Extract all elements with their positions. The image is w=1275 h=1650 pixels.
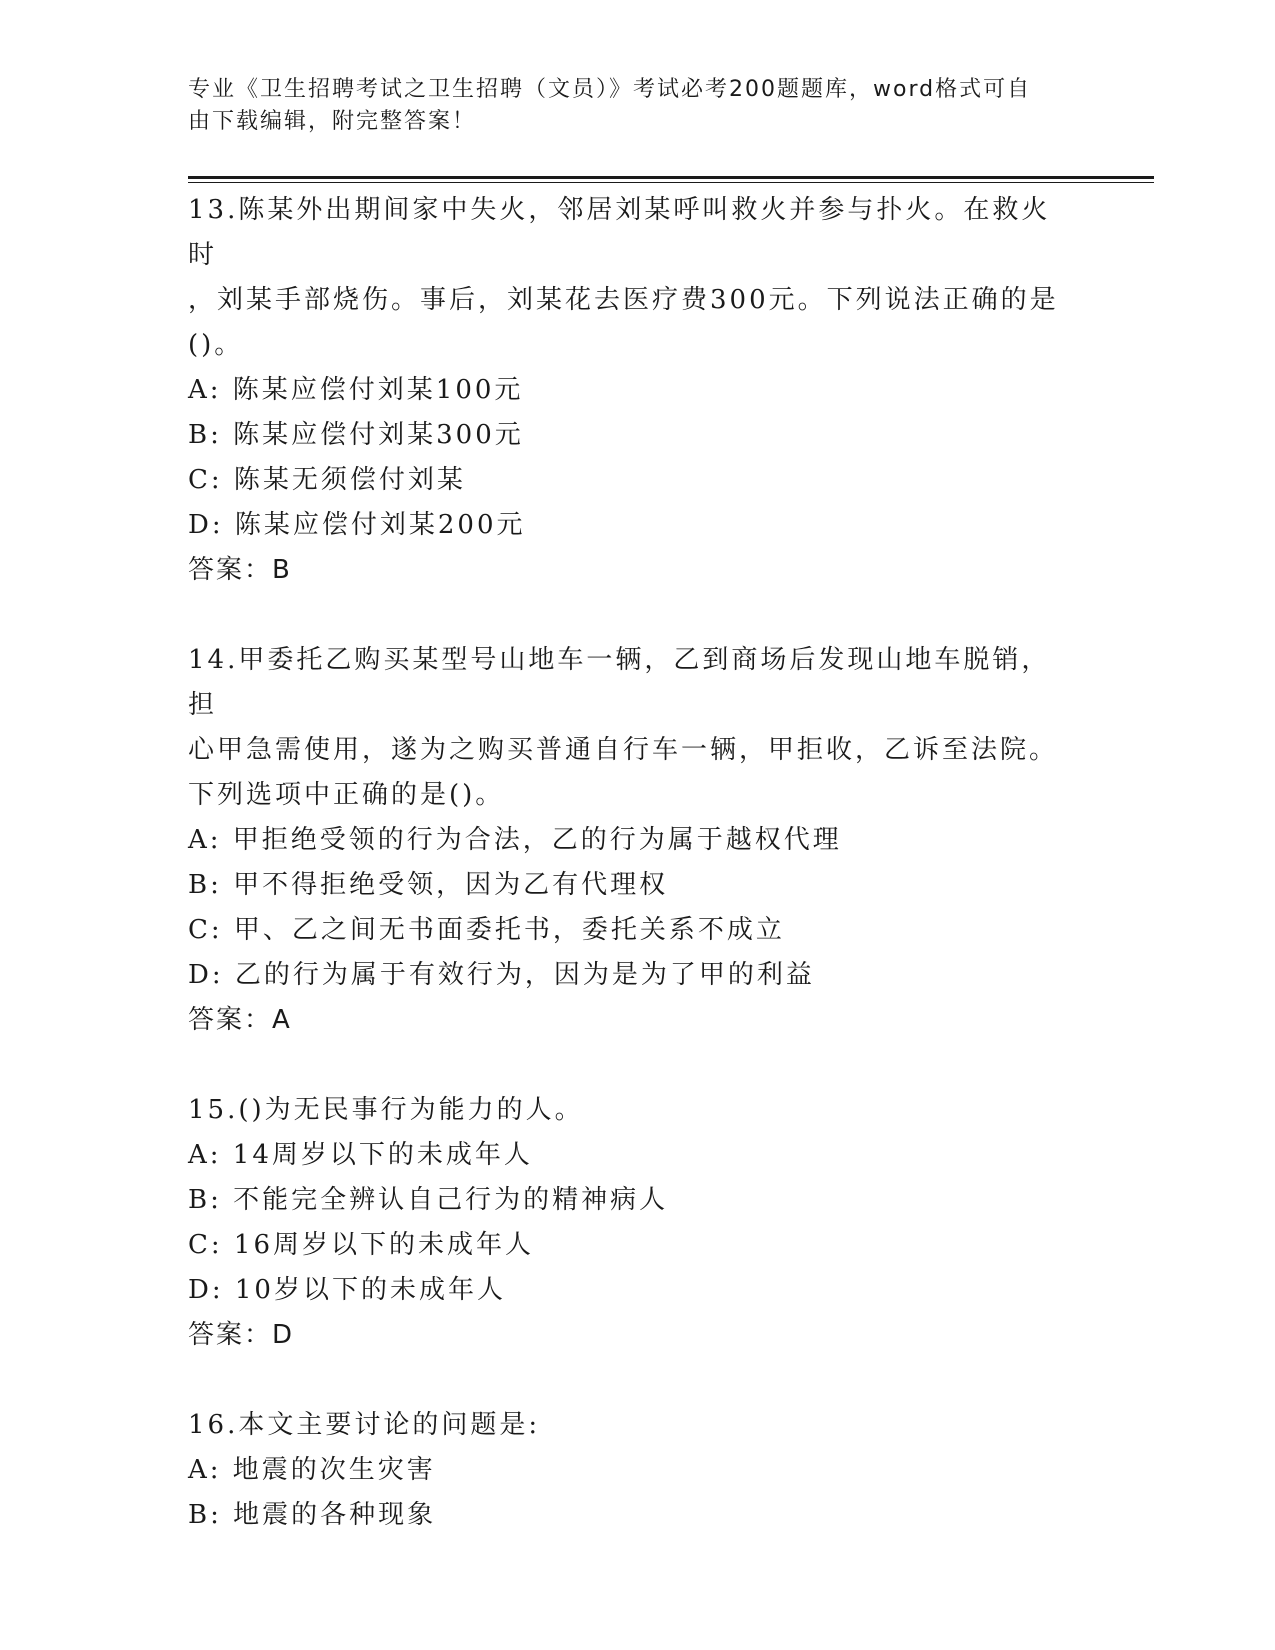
document-header: [188, 74, 1068, 138]
question-13: [188, 188, 1088, 593]
option-a: A: 14周岁以下的未成年人: [188, 1140, 533, 1170]
option-b: B: 不能完全辨认自己行为的精神病人: [188, 1185, 669, 1215]
option-c: C: 陈某无须偿付刘某: [188, 465, 466, 495]
question-16: [188, 1403, 1088, 1538]
question-text-line: 16.本文主要讨论的问题是:: [188, 1410, 541, 1440]
option-b: B: 陈某应偿付刘某300元: [188, 420, 524, 450]
option-a: A: 陈某应偿付刘某100元: [188, 375, 524, 405]
option-d: D: 陈某应偿付刘某200元: [188, 510, 526, 540]
question-text-line: 下列选项中正确的是()。: [188, 780, 505, 810]
question-text-line: 13.陈某外出期间家中失火，邻居刘某呼叫救火并参与扑火。在救火时: [188, 195, 1051, 270]
spacer: [188, 1043, 1088, 1088]
question-list: [188, 188, 1088, 1538]
answer: 答案：D: [188, 1320, 295, 1350]
option-c: C: 16周岁以下的未成年人: [188, 1230, 535, 1260]
option-b: B: 地震的各种现象: [188, 1500, 437, 1530]
question-text-line: ()。: [188, 330, 244, 360]
option-b: B: 甲不得拒绝受领，因为乙有代理权: [188, 870, 669, 900]
header-line-2: 由下载编辑，附完整答案！: [188, 109, 477, 134]
question-14: [188, 638, 1088, 1043]
question-text-line: ，刘某手部烧伤。事后，刘某花去医疗费300元。下列说法正确的是: [188, 285, 1059, 315]
option-c: C: 甲、乙之间无书面委托书，委托关系不成立: [188, 915, 785, 945]
question-15: [188, 1088, 1088, 1358]
question-text-line: 15.()为无民事行为能力的人。: [188, 1095, 584, 1125]
option-a: A: 地震的次生灾害: [188, 1455, 436, 1485]
spacer: [188, 593, 1088, 638]
header-line-1: 专业《卫生招聘考试之卫生招聘（文员）》考试必考200题题库，word格式可自: [188, 77, 1032, 102]
header-divider-thin: [188, 182, 1154, 183]
option-d: D: 10岁以下的未成年人: [188, 1275, 506, 1305]
option-a: A: 甲拒绝受领的行为合法，乙的行为属于越权代理: [188, 825, 842, 855]
question-text-line: 心甲急需使用，遂为之购买普通自行车一辆，甲拒收，乙诉至法院。: [188, 735, 1059, 765]
header-divider-thick: [188, 176, 1154, 179]
spacer: [188, 1358, 1088, 1403]
option-d: D: 乙的行为属于有效行为，因为是为了甲的利益: [188, 960, 815, 990]
answer: 答案：A: [188, 1005, 292, 1035]
question-text-line: 14.甲委托乙购买某型号山地车一辆，乙到商场后发现山地车脱销，担: [188, 645, 1051, 720]
answer: 答案：B: [188, 555, 292, 585]
